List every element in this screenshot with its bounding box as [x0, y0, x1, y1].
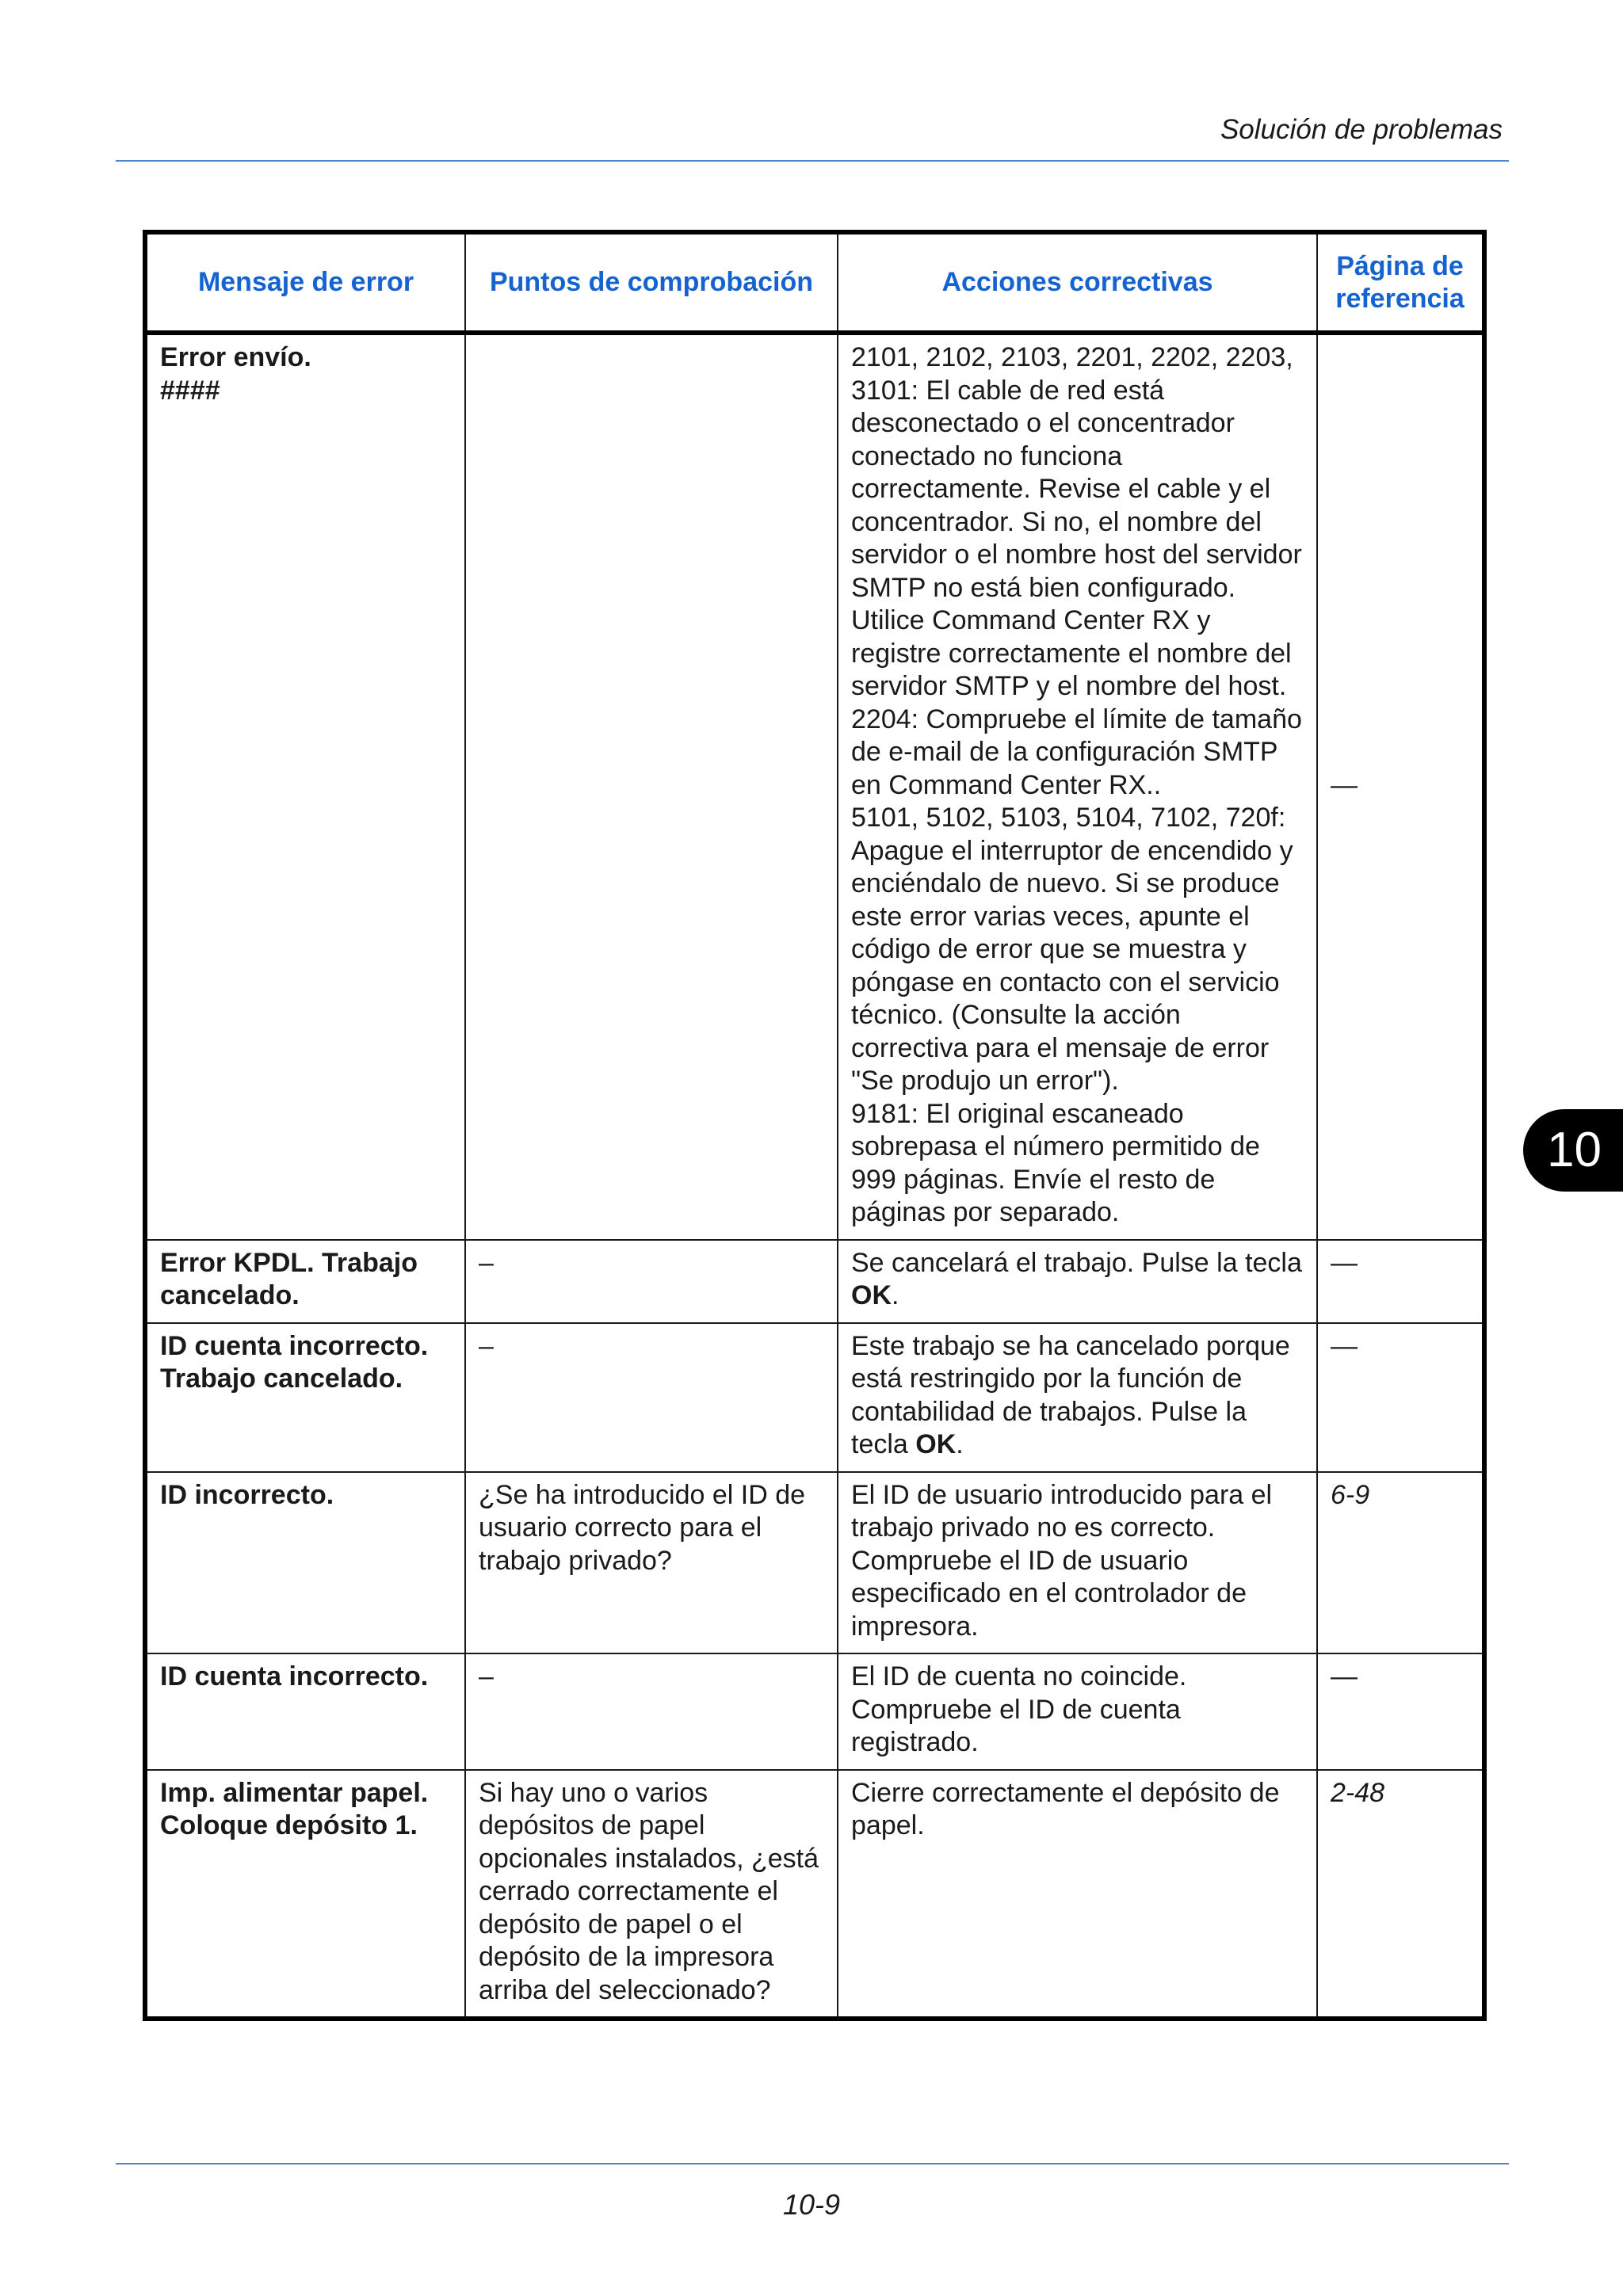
error-message-line2: Trabajo cancelado.	[160, 1363, 403, 1394]
ok-key-label: OK	[915, 1429, 957, 1459]
corrective-action: El ID de usuario introducido para el trabajo privado no es correcto. Compruebe el ID de usuario especificado en el controlador de impresora.	[838, 1472, 1317, 1654]
table-header-row	[145, 232, 1484, 333]
page-reference: —	[1317, 1653, 1484, 1770]
table-row	[145, 1770, 1484, 2019]
corrective-action	[838, 1240, 1317, 1323]
page-reference: —	[1317, 1323, 1484, 1472]
page-reference: 2-48	[1317, 1770, 1484, 2019]
corrective-action: Cierre correctamente el depósito de papel.	[838, 1770, 1317, 2019]
page-reference: —	[1317, 333, 1484, 1240]
error-message-line1: Error KPDL. Trabajo	[160, 1247, 418, 1278]
table-row	[145, 1323, 1484, 1472]
action-paragraph: 9181: El original escaneado sobrepasa el número permitido de 999 páginas. Envíe el resto de páginas por separado.	[851, 1098, 1260, 1227]
ok-key-label: OK	[851, 1280, 892, 1310]
footer-rule	[116, 2163, 1509, 2164]
error-message	[145, 333, 465, 1240]
error-message-line1: Error envío.	[160, 342, 311, 372]
error-message-line2: Coloque depósito 1.	[160, 1810, 418, 1840]
header-actions: Acciones correctivas	[838, 232, 1317, 333]
error-message: ID cuenta incorrecto.	[145, 1653, 465, 1770]
header-checkpoints: Puntos de comprobación	[465, 232, 838, 333]
action-paragraph: 2204: Compruebe el límite de tamaño de e-mail de la configuración SMTP en Command Center RX..	[851, 704, 1302, 800]
error-message-line2: ####	[160, 375, 220, 406]
corrective-action	[838, 1323, 1317, 1472]
action-text: Se cancelará el trabajo. Pulse la tecla	[851, 1247, 1302, 1278]
checkpoint	[465, 333, 838, 1240]
header-reference-line2: referencia	[1335, 283, 1465, 314]
action-text: Este trabajo se ha cancelado porque está restringido por la función de contabilidad de trabajos. Pulse la tecla	[851, 1330, 1290, 1459]
chapter-tab: 10	[1523, 1109, 1623, 1192]
table-row	[145, 333, 1484, 1240]
checkpoint: –	[465, 1240, 838, 1323]
page-reference: —	[1317, 1240, 1484, 1323]
checkpoint: –	[465, 1653, 838, 1770]
page-number: 10-9	[782, 2188, 841, 2221]
section-title: Solución de problemas	[1220, 114, 1503, 145]
corrective-action: El ID de cuenta no coincide. Compruebe el ID de cuenta registrado.	[838, 1653, 1317, 1770]
error-message	[145, 1240, 465, 1323]
action-paragraph: 5101, 5102, 5103, 5104, 7102, 720f: Apague el interruptor de encendido y enciéndalo de nuevo. Si se produce este error varias veces, apunte el código de error que se muestra y póngase en contacto con el servicio técnico. (Consulte la acción correctiva para el mensaje de error "Se produjo un error").	[851, 803, 1293, 1096]
header-rule	[116, 160, 1509, 162]
page-reference: 6-9	[1317, 1472, 1484, 1654]
header-message: Mensaje de error	[145, 232, 465, 333]
action-end: .	[956, 1429, 964, 1459]
header-reference-line1: Página de	[1336, 250, 1464, 281]
header-reference	[1317, 232, 1484, 333]
error-message	[145, 1323, 465, 1472]
error-message-line1: ID cuenta incorrecto.	[160, 1330, 429, 1361]
checkpoint: Si hay uno o varios depósitos de papel opcionales instalados, ¿está cerrado correctamente el depósito de papel o el depósito de la impresora arriba del seleccionado?	[465, 1770, 838, 2019]
error-message	[145, 1770, 465, 2019]
corrective-action	[838, 333, 1317, 1240]
action-paragraph: 2101, 2102, 2103, 2201, 2202, 2203, 3101: El cable de red está desconectado o el concentrador conectado no funciona correctamente. Revise el cable y el concentrador. Si no, el nombre del servidor o el nombre host del servidor SMTP no está bien configurado. Utilice Command Center RX y registre correctamente el nombre del servidor SMTP y el nombre del host.	[851, 342, 1302, 701]
table-row	[145, 1240, 1484, 1323]
table-row	[145, 1653, 1484, 1770]
error-table	[143, 230, 1487, 2021]
checkpoint: ¿Se ha introducido el ID de usuario correcto para el trabajo privado?	[465, 1472, 838, 1654]
action-end: .	[892, 1280, 899, 1310]
checkpoint: –	[465, 1323, 838, 1472]
error-message-line1: Imp. alimentar papel.	[160, 1777, 429, 1808]
error-message: ID incorrecto.	[145, 1472, 465, 1654]
error-message-line2: cancelado.	[160, 1280, 300, 1310]
table-row	[145, 1472, 1484, 1654]
